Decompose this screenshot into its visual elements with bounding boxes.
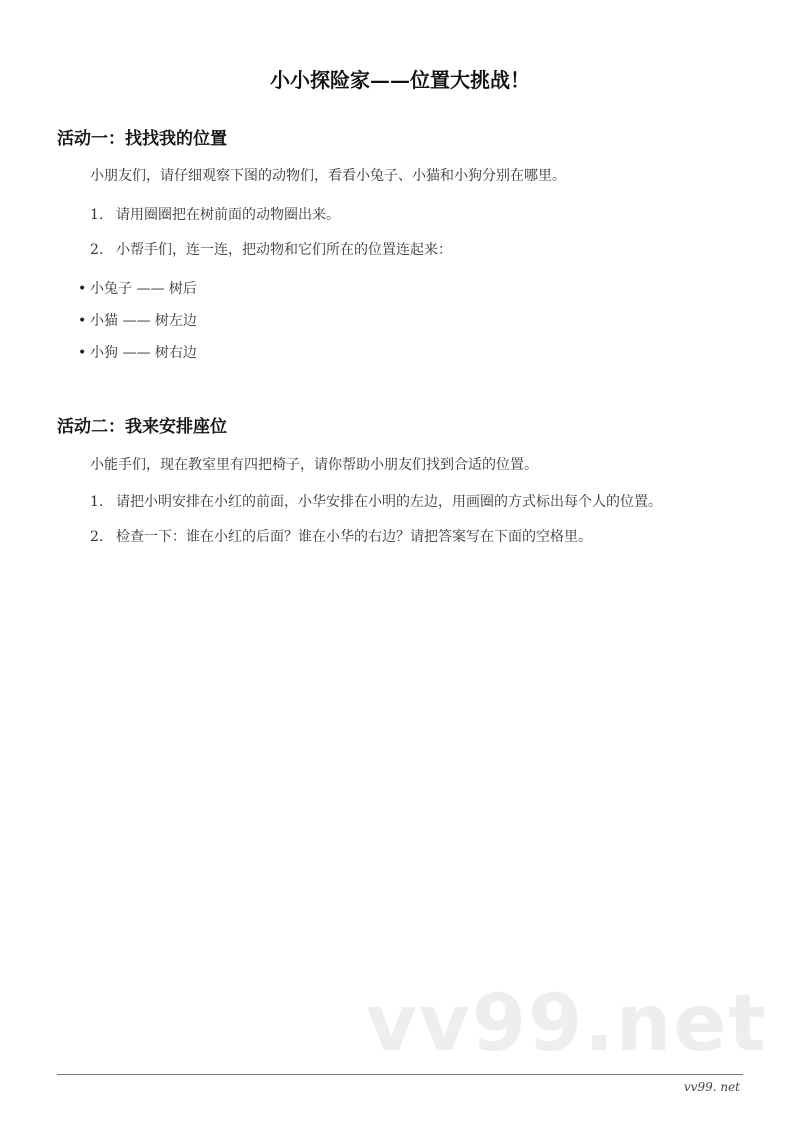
task-text: 请用圈圈把在树前面的动物圈出来。 [116,207,340,223]
task-text: 检查一下：谁在小红的后面？谁在小华的右边？请把答案写在下面的空格里。 [116,529,592,545]
activity1-task-list [90,204,452,274]
task-text: 请把小明安排在小红的前面，小华安排在小明的左边，用画圈的方式标出每个人的位置。 [116,494,662,510]
activity2-heading: 活动二：我来安排座位 [57,417,227,437]
task-number: 2. [90,242,104,258]
task-number: 1. [90,494,104,510]
footer-url: vv99. net [683,1080,740,1094]
activity1-task-item [90,239,452,274]
activity2-intro: 小能手们，现在教室里有四把椅子，请你帮助小朋友们找到合适的位置。 [90,457,538,473]
activity1-task-item [90,204,452,239]
activity1-heading: 活动一：找找我的位置 [57,129,227,149]
bullet-icon: • [78,281,87,297]
match-item [78,310,197,342]
match-text: 小猫 —— 树左边 [90,313,197,329]
activity2-task-item [90,491,662,526]
match-text: 小狗 —— 树右边 [90,345,197,361]
activity1-intro: 小朋友们，请仔细观察下图的动物们，看看小兔子、小猫和小狗分别在哪里。 [90,168,566,184]
task-number: 1. [90,207,104,223]
activity2-task-item [90,526,662,561]
match-item [78,342,197,374]
activity1-match-list [78,278,197,374]
match-item [78,278,197,310]
match-text: 小兔子 —— 树后 [90,281,197,297]
document-title: 小小探险家——位置大挑战！ [270,68,530,92]
bullet-icon: • [78,345,87,361]
task-text: 小帮手们，连一连，把动物和它们所在的位置连起来： [116,242,452,258]
task-number: 2. [90,529,104,545]
footer-divider [57,1074,743,1075]
watermark: vv99.net [366,979,768,1069]
activity2-task-list [90,491,662,561]
bullet-icon: • [78,313,87,329]
